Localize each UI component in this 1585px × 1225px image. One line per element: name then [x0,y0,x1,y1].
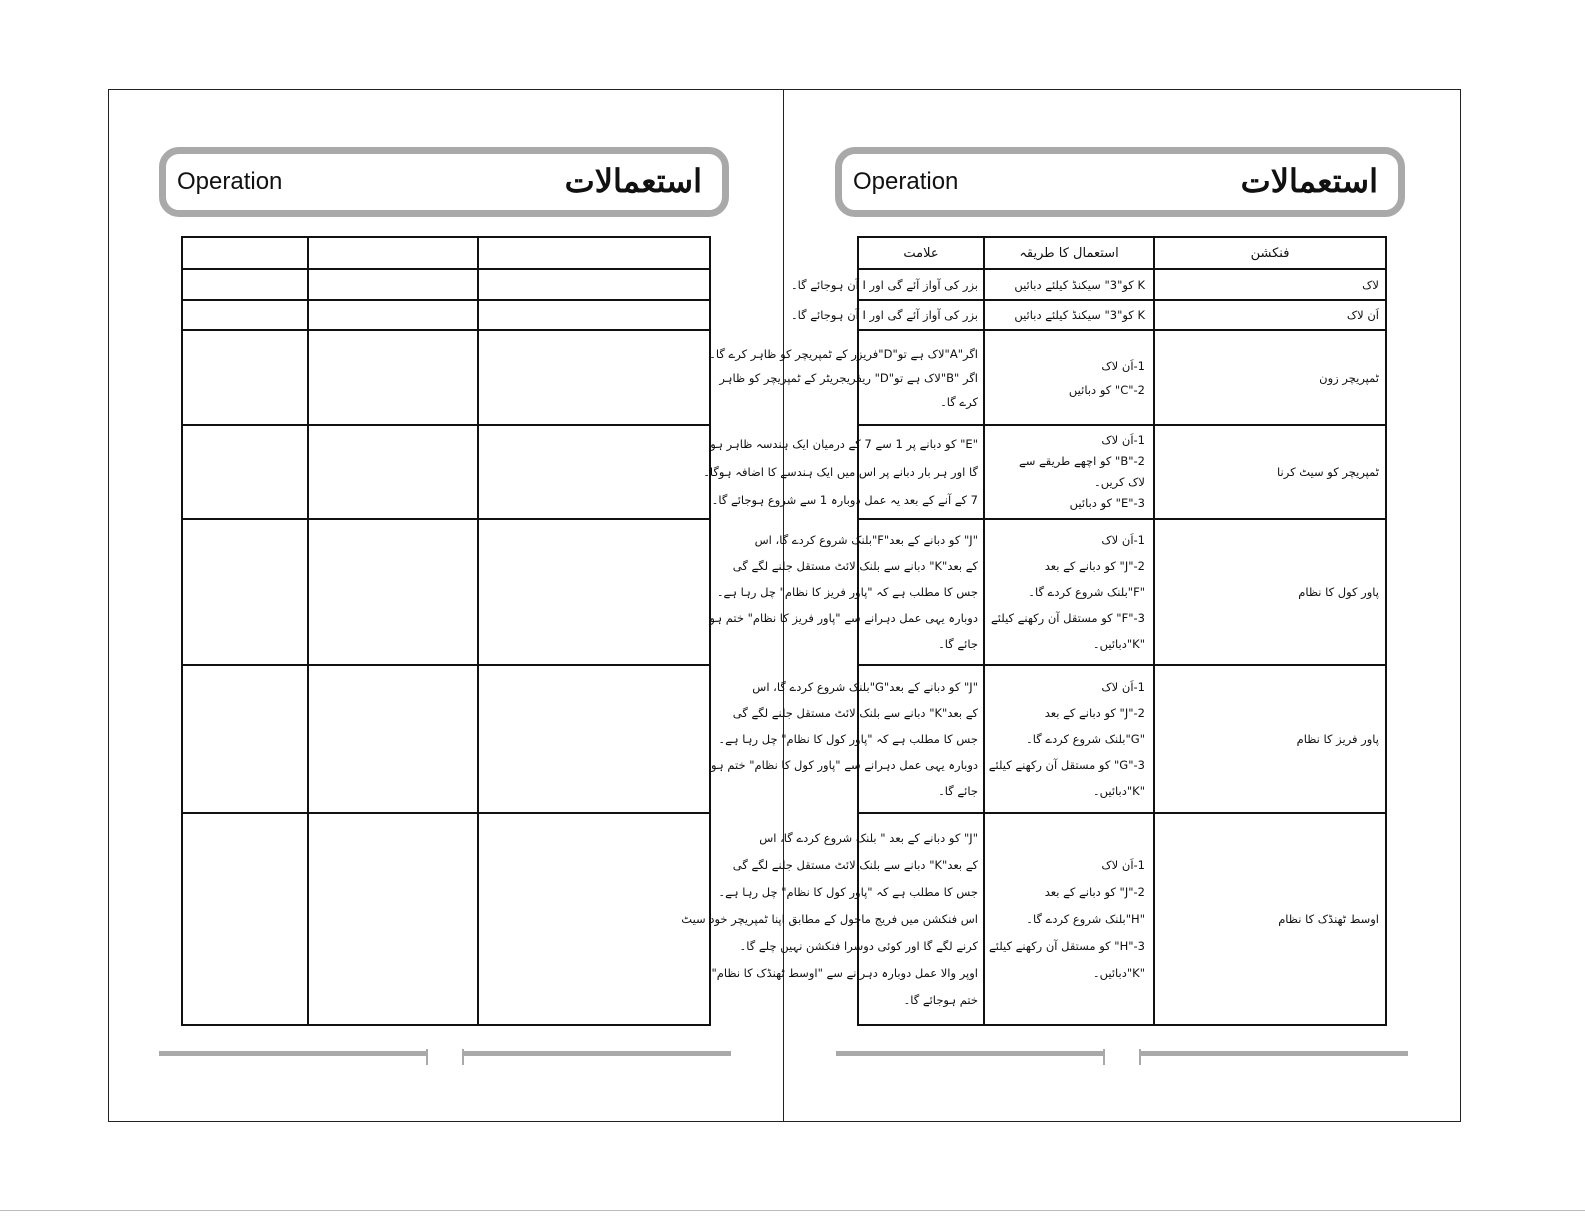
table-cell [478,813,710,1025]
footer-tick [426,1049,428,1065]
sign-line: جس کا مطلب ہے کہ "پاور کول کا نظام" چل رہا ہے۔ [718,732,978,746]
function-cell: اَن لاک [1154,300,1386,330]
method-line: "K"دبائیں۔ [1092,784,1145,798]
right-page [681,89,1460,1122]
sign-line: "J" کو دبانے کے بعد"F"بلنک شروع کردے گا، اس [754,533,978,547]
sign-cell [709,519,984,665]
sign-line: بزر کی آواز آئے گی اور I آن ہوجائے گا۔ [790,308,978,322]
table-row [858,519,1386,665]
function-cell: پاور کول کا نظام [1154,519,1386,665]
table-cell [478,300,710,330]
method-cell [984,519,1154,665]
method-line: 2-"C" کو دبائیں [1068,382,1145,397]
table-cell [182,519,308,665]
table-cell [308,330,478,425]
table-row [858,330,1386,425]
sign-line: کے بعد"K" دبانے سے بلنک لائٹ مستقل جلنے لگے گی [732,857,978,872]
sign-line: ختم ہوجائے گا۔ [903,992,978,1007]
method-cell [984,813,1154,1025]
table-cell [478,330,710,425]
sign-line: جائے گا۔ [938,637,978,651]
sign-cell [790,300,984,330]
right-footer-rule [836,1049,1408,1065]
method-line: لاک کریں۔ [1093,475,1145,489]
table-cell [182,425,308,519]
table-cell [308,269,478,300]
footer-tick [1103,1049,1105,1065]
left-empty-table [181,236,711,1026]
header-sign: علامت [858,237,984,269]
footer-bar [836,1051,1104,1056]
method-line: "G"بلنک شروع کردے گا۔ [1025,732,1145,746]
header-function: فنکشن [1154,237,1386,269]
sign-line: جائے گا۔ [938,784,978,798]
table-row [182,425,710,519]
method-cell [984,300,1154,330]
table-cell [182,237,308,269]
sign-cell [703,425,984,519]
method-line: 3-"H" کو مستقل آن رکھنے کیلئے [989,938,1145,953]
table-cell [182,330,308,425]
method-line: 2-"J" کو دبانے کے بعد [1044,559,1145,573]
method-cell [984,665,1154,813]
method-line: 2-"B" کو اچھے طریقے سے [1019,454,1145,468]
right-banner-english-title: Operation [853,168,959,195]
sign-line: "E" کو دبانے پر 1 سے 7 کے درمیان ایک ہندسہ ظاہر ہو [710,437,978,451]
table-row [858,300,1386,330]
sign-line: اس فنکشن میں فریج ماحول کے مطابق اپنا ٹمپریچر خود سیٹ [681,911,978,926]
left-banner [159,147,729,217]
left-banner-english-title: Operation [177,168,283,195]
method-line: 1-اَن لاک [1101,680,1145,694]
table-cell [182,300,308,330]
sign-cell [790,269,984,300]
sign-line: گا اور ہر بار دبانے پر اس میں ایک ہندسے کا اضافہ ہوگا۔ [703,465,978,479]
method-cell [984,425,1154,519]
sign-cell [709,330,984,425]
method-line: "F"بلنک شروع کردے گا۔ [1028,585,1145,599]
footer-bar [462,1051,731,1056]
table-row [182,330,710,425]
function-cell: ٹمپریچر کو سیٹ کرنا [1154,425,1386,519]
function-cell: ٹمپریچر زون [1154,330,1386,425]
footer-bar [159,1051,427,1056]
table-cell [308,813,478,1025]
method-line: K کو"3" سیکنڈ کیلئے دبائیں [1014,277,1145,292]
sign-line: 7 کے آنے کے بعد یہ عمل دوبارہ 1 سے شروع ہوجائے گا۔ [711,493,978,507]
table-cell [308,519,478,665]
header-method: استعمال کا طریقہ [984,237,1154,269]
sign-line: جس کا مطلب ہے کہ "پاور کول کا نظام" چل رہا ہے۔ [718,884,978,899]
sign-line: اگر "B"لاک ہے تو"D" ریفریجریٹر کے ٹمپریچر کو ظاہر [719,370,978,385]
sign-line: کے بعد"K" دبانے سے بلنک لائٹ مستقل جلنے لگے گی [732,559,978,573]
table-cell [182,269,308,300]
left-banner-urdu-title: استعمالات [564,162,702,200]
method-line: 1-اَن لاک [1101,358,1145,373]
sign-line: دوبارہ یہی عمل دہرانے سے "پاور فریز کا نظام" ختم ہو [709,611,978,625]
sign-line: "J" کو دبانے کے بعد " بلنک شروع کردے گا، اس [759,830,978,845]
method-line: 3-"E" کو دبائیں [1069,496,1145,510]
sign-line: "J" کو دبانے کے بعد"G"بلنک شروع کردے گا، اس [752,680,978,694]
sign-line: بزر کی آواز آئے گی اور I آن ہوجائے گا۔ [790,277,978,292]
sign-line: جس کا مطلب ہے کہ "پاور فریز کا نظام" چل رہا ہے۔ [716,585,978,599]
operation-table [681,236,1387,1026]
table-header-row [858,237,1386,269]
table-row [182,813,710,1025]
sign-line: اگر"A"لاک ہے تو"D"فریزر کے ٹمپریچر کو ظاہر کرے گا۔ [709,346,978,361]
method-line: 1-اَن لاک [1101,433,1145,447]
sign-line: کرنے لگے گا اور کوئی دوسرا فنکشن نہیں چلے گا۔ [739,938,978,953]
table-row [182,300,710,330]
table-cell [478,425,710,519]
method-line: 1-اَن لاک [1101,533,1145,547]
method-line: 2-"J" کو دبانے کے بعد [1044,884,1145,899]
method-line: K کو"3" سیکنڈ کیلئے دبائیں [1014,308,1145,322]
table-row [182,665,710,813]
sign-line: اوپر والا عمل دوبارہ دہرانے سے "اوسط ٹھنڈک کا نظام" [711,965,978,980]
method-line: 1-اَن لاک [1101,857,1145,872]
table-row [182,237,710,269]
table-row [858,269,1386,300]
table-cell [308,237,478,269]
method-line: 3-"F" کو مستقل آن رکھنے کیلئے [991,611,1145,625]
table-cell [182,813,308,1025]
method-cell [984,269,1154,300]
sign-line: کرے گا۔ [940,394,978,409]
footer-bar [1139,1051,1408,1056]
table-cell [308,300,478,330]
table-cell [308,425,478,519]
method-cell [984,330,1154,425]
method-line: 3-"G" کو مستقل آن رکھنے کیلئے [988,758,1145,772]
table-row [858,425,1386,519]
sign-line: کے بعد"K" دبانے سے بلنک لائٹ مستقل جلنے لگے گی [732,706,978,720]
right-banner-urdu-title: استعمالات [1240,162,1378,200]
table-row [858,665,1386,813]
table-cell [182,665,308,813]
table-cell [478,237,710,269]
function-cell: لاک [1154,269,1386,300]
right-banner [835,147,1405,217]
method-line: "H"بلنک شروع کردے گا۔ [1026,911,1145,926]
table-cell [478,665,710,813]
function-cell: پاور فریز کا نظام [1154,665,1386,813]
sign-cell [711,665,984,813]
method-line: 2-"J" کو دبانے کے بعد [1044,706,1145,720]
table-cell [478,269,710,300]
bottom-edge-line [0,1210,1585,1211]
sign-cell [681,813,984,1025]
left-footer-rule [159,1049,731,1065]
left-page [108,89,784,1122]
table-row [182,519,710,665]
table-row [182,269,710,300]
table-row [858,813,1386,1025]
method-line: "K"دبائیں۔ [1092,965,1145,980]
sign-line: دوبارہ یہی عمل دہرانے سے "پاور کول کا نظام" ختم ہو [711,758,978,772]
table-cell [478,519,710,665]
function-cell: اوسط ٹھنڈک کا نظام [1154,813,1386,1025]
method-line: "K"دبائیں۔ [1092,637,1145,651]
table-cell [308,665,478,813]
